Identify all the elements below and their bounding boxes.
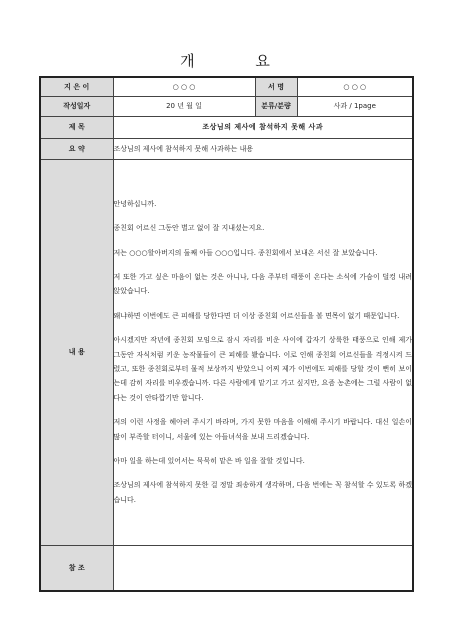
content-paragraph: 저는 ○○○할아버지의 둘째 아들 ○○○입니다. 종친회에서 보내온 서신 잘 보았습니다. <box>113 248 378 257</box>
content-paragraph: 저의 이런 사정을 헤아려 주시기 바라며, 가지 못한 마음을 이해해 주시기 바랍니다. 대신 일손이 많이 부족할 터이니, 서울에 있는 아들녀석을 보내 드리겠습니다. <box>113 418 412 441</box>
date-value: 20 년 월 일 <box>113 96 255 116</box>
content-paragraph: 종친회 어르신 그동안 별고 없이 잘 지내셨는지요. <box>113 224 265 233</box>
reference-label: 참 조 <box>40 545 113 591</box>
content-paragraph: 아시겠지만 작년에 종친회 모임으로 잠시 자리를 비운 사이에 갑자기 상륙한 태풍으로 인해 제가 그동안 자식처럼 키운 농작물들이 큰 피해를 봤습니다. 이로 인해 종친회 어르신들을 걱정시켜 드렸고, 또한 종친회로부터 물적 보상까지 받았으니 어찌 제가 이번에도 피해를 당할 것이 뻔히 보이는데 감히 자리를 비우겠습니까. 다른 사람에게 맡기고 가고 싶지만, 요즘 농촌에는 그럴 사람이 없다는 것이 안타깝기만 합니다. <box>113 336 412 402</box>
category-value: 사과 / 1page <box>297 96 413 116</box>
book-title-value: ○ ○ ○ <box>297 77 413 96</box>
content-row <box>40 159 413 545</box>
subject-row <box>40 116 413 138</box>
content-paragraph: 저 또한 가고 싶은 마음이 없는 것은 아니나, 다음 주부터 태풍이 온다는 소식에 가슴이 덜컹 내려앉았습니다. <box>113 272 412 296</box>
author-value: ○ ○ ○ <box>113 77 255 96</box>
overview-form-table <box>39 76 414 592</box>
summary-value: 조상님의 제사에 참석하지 못해 사과하는 내용 <box>113 138 413 159</box>
summary-label: 요 약 <box>40 138 113 159</box>
content-body <box>113 159 413 545</box>
summary-row <box>40 138 413 159</box>
category-label: 분류/분량 <box>255 96 297 116</box>
author-label: 지 은 이 <box>40 77 113 96</box>
content-paragraph: 조상님의 제사에 참석하지 못한 걸 정말 죄송하게 생각하며, 다음 번에는 꼭 참석할 수 있도록 하겠습니다. <box>113 481 412 504</box>
content-label: 내 용 <box>40 159 113 545</box>
content-paragraph: 왜냐하면 이번에도 큰 피해를 당한다면 더 이상 종친회 어르신들을 볼 면목이 없기 때문입니다. <box>113 311 400 320</box>
content-paragraph: 아마 일을 하는데 있어서는 묵묵히 맡은 바 일을 잘할 것입니다. <box>113 457 305 466</box>
book-title-label: 서 명 <box>255 77 297 96</box>
author-row <box>40 77 413 96</box>
subject-value: 조상님의 제사에 참석하지 못해 사과 <box>113 116 413 138</box>
reference-row <box>40 545 413 591</box>
content-paragraph: 안녕하십니까. <box>113 199 157 208</box>
subject-label: 제 목 <box>40 116 113 138</box>
date-label: 작성일자 <box>40 96 113 116</box>
date-row <box>40 96 413 116</box>
page-title: 개 요 <box>180 52 298 70</box>
reference-value <box>113 545 413 591</box>
